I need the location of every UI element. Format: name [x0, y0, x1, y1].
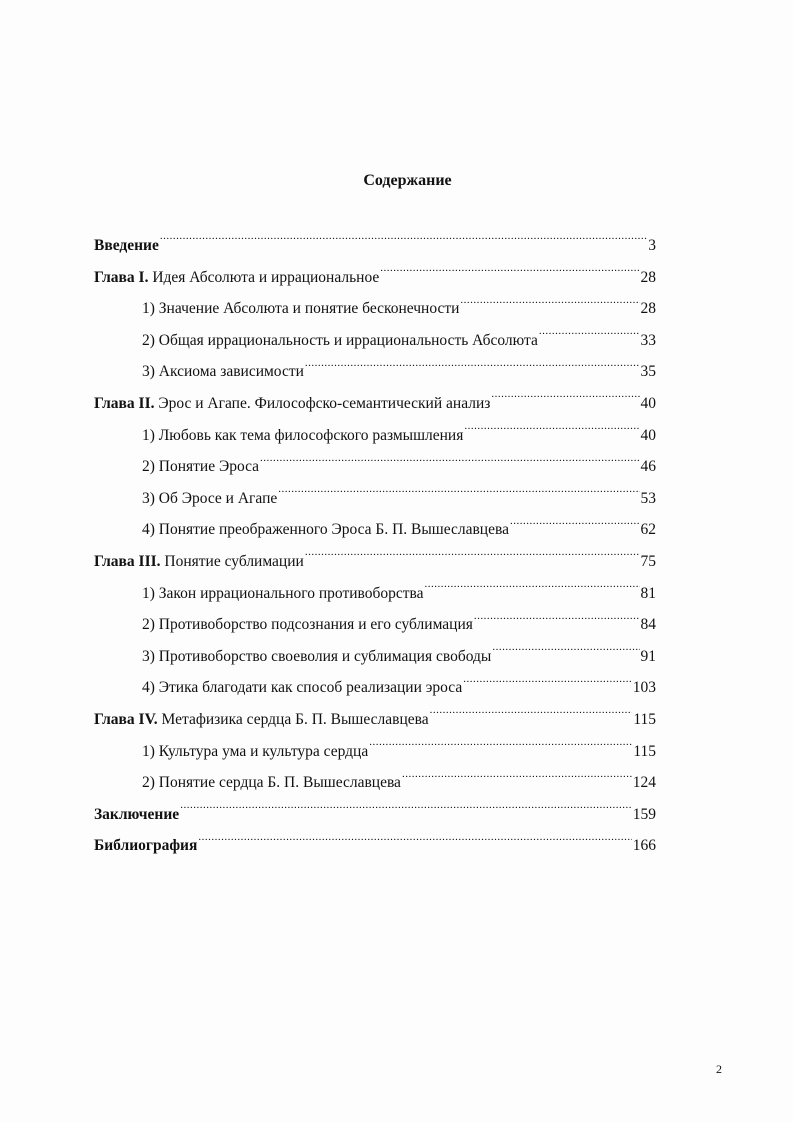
- toc-page-number: 53: [640, 489, 656, 507]
- toc-subentry: [94, 736, 656, 768]
- dot-leader: [539, 329, 640, 345]
- toc-entry-text: 2) Понятие сердца Б. П. Вышеславцева: [142, 774, 401, 792]
- toc-subentry: [94, 578, 656, 610]
- dot-leader: [380, 266, 639, 282]
- toc-subentry: [94, 293, 656, 325]
- toc-entry-label: [142, 483, 277, 515]
- dot-leader: [430, 708, 633, 724]
- toc-entry-label: [94, 230, 159, 262]
- toc-entry-label: [142, 420, 463, 452]
- toc-entry-text: Идея Абсолюта и иррациональное: [148, 268, 380, 286]
- toc-entry-text: 3) Об Эросе и Агапе: [142, 489, 278, 507]
- dot-leader: [491, 392, 639, 408]
- toc-entry-label: [142, 451, 259, 483]
- toc-entry-text: Понятие сублимации: [160, 552, 304, 570]
- toc-page-number: 3: [648, 237, 656, 254]
- dot-leader: [198, 835, 631, 851]
- toc-page-number: 159: [632, 805, 656, 823]
- toc-entry-label: [142, 609, 473, 641]
- toc-entry-label: [94, 799, 179, 831]
- dot-leader: [305, 361, 640, 377]
- page-title: Содержание: [363, 172, 452, 189]
- toc-entry-heading: Введение: [94, 237, 159, 254]
- toc-entry-label: [142, 356, 304, 388]
- toc-entry: [94, 230, 656, 262]
- dot-leader: [305, 550, 640, 566]
- toc-entry-heading: Глава IV.: [94, 710, 158, 728]
- toc-entry-heading: Заключение: [94, 805, 180, 823]
- toc-entry: [94, 799, 656, 831]
- page-number: 2: [716, 1062, 722, 1076]
- toc-entry-text: 1) Культура ума и культура сердца: [142, 742, 369, 760]
- dot-leader: [180, 803, 632, 819]
- toc-entry-text: 1) Любовь как тема философского размышления: [142, 426, 464, 444]
- toc-entry-label: [142, 293, 459, 325]
- toc-page-number: 166: [632, 837, 656, 855]
- toc-page-number: 46: [640, 458, 656, 476]
- toc-entry-label: [142, 641, 491, 673]
- dot-leader: [474, 614, 640, 630]
- toc-entry-label: [94, 388, 490, 420]
- toc-page-number: 115: [633, 710, 656, 728]
- toc-page-number: 84: [640, 616, 656, 634]
- table-of-contents: [94, 230, 656, 862]
- toc-entry-text: 1) Закон иррационального противоборства: [142, 584, 424, 602]
- toc-entry-text: 3) Аксиома зависимости: [142, 363, 304, 381]
- toc-entry-label: [142, 672, 462, 704]
- toc-page-number: 115: [633, 742, 656, 760]
- toc-page-number: 103: [632, 679, 656, 697]
- toc-entry-heading: Глава II.: [94, 394, 155, 412]
- toc-entry: [94, 830, 656, 862]
- dot-leader: [510, 519, 640, 535]
- toc-entry-label: [142, 325, 538, 357]
- toc-entry-text: 2) Понятие Эроса: [142, 458, 260, 476]
- toc-entry-text: 2) Общая иррациональность и иррациональность Абсолюта: [142, 331, 538, 349]
- toc-entry-text: Эрос и Агапе. Философско-семантический анализ: [154, 394, 491, 412]
- toc-subentry: [94, 672, 656, 704]
- toc-entry-label: [142, 767, 401, 799]
- toc-entry-text: 4) Понятие преображенного Эроса Б. П. Вышеславцева: [142, 521, 509, 539]
- dot-leader: [260, 456, 639, 472]
- toc-subentry: [94, 514, 656, 546]
- dot-leader: [402, 772, 632, 788]
- dot-leader: [460, 298, 639, 314]
- toc-entry-text: 2) Противоборство подсознания и его сублимация: [142, 616, 473, 634]
- dot-leader: [369, 740, 632, 756]
- toc-subentry: [94, 356, 656, 388]
- toc-subentry: [94, 420, 656, 452]
- toc-entry: [94, 546, 656, 578]
- dot-leader: [492, 645, 639, 661]
- toc-page-number: 40: [640, 426, 656, 444]
- toc-entry-label: [94, 262, 379, 294]
- toc-subentry: [94, 451, 656, 483]
- toc-entry-label: [142, 514, 509, 546]
- toc-subentry: [94, 483, 656, 515]
- toc-entry-text: 4) Этика благодати как способ реализации эроса: [142, 679, 463, 697]
- toc-entry-heading: Глава I.: [94, 268, 149, 286]
- dot-leader: [278, 487, 639, 503]
- dot-leader: [464, 424, 639, 440]
- toc-entry-label: [142, 736, 368, 768]
- toc-entry: [94, 262, 656, 294]
- toc-entry-heading: Глава III.: [94, 552, 161, 570]
- toc-page-number: 35: [640, 363, 656, 381]
- toc-page-number: 28: [640, 300, 656, 318]
- toc-page-number: 75: [640, 552, 656, 570]
- toc-entry-text: 3) Противоборство своеволия и сублимация свободы: [142, 647, 492, 665]
- dot-leader: [425, 582, 640, 598]
- toc-subentry: [94, 767, 656, 799]
- toc-subentry: [94, 609, 656, 641]
- toc-entry: [94, 388, 656, 420]
- toc-page-number: 40: [640, 394, 656, 412]
- toc-entry-label: [94, 830, 197, 862]
- toc-page-number: 124: [632, 774, 656, 792]
- toc-entry-label: [94, 704, 429, 736]
- toc-page-number: 81: [640, 584, 656, 602]
- toc-entry-text: Метафизика сердца Б. П. Вышеславцева: [157, 710, 429, 728]
- toc-page-number: 28: [640, 268, 656, 286]
- toc-subentry: [94, 325, 656, 357]
- toc-entry-heading: Библиография: [94, 837, 198, 855]
- toc-entry-label: [94, 546, 304, 578]
- dot-leader: [160, 235, 647, 251]
- toc-page-number: 91: [640, 647, 656, 665]
- toc-subentry: [94, 641, 656, 673]
- toc-page-number: 33: [640, 331, 656, 349]
- dot-leader: [463, 677, 632, 693]
- toc-page-number: 62: [640, 521, 656, 539]
- toc-entry-text: 1) Значение Абсолюта и понятие бесконечности: [142, 300, 460, 318]
- toc-entry-label: [142, 578, 424, 610]
- toc-entry: [94, 704, 656, 736]
